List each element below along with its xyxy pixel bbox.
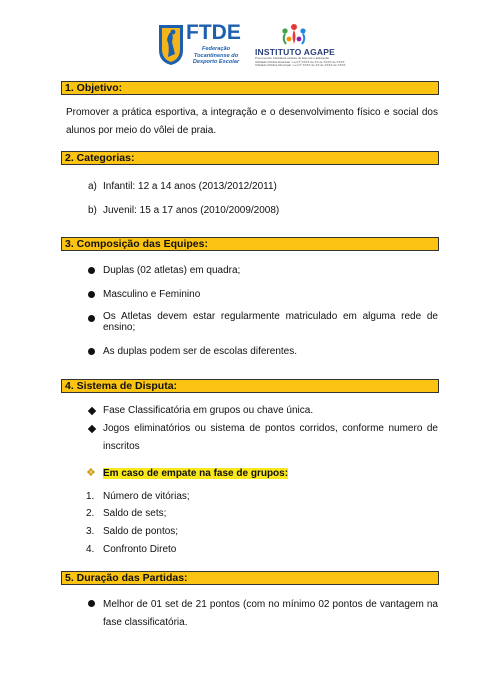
list-item-composicao: As duplas podem ser de escolas diferentes. (103, 346, 297, 357)
list-item-categoria: Infantil: 12 a 14 anos (2013/2012/2011) (103, 181, 277, 192)
bullet-icon (88, 600, 95, 607)
list-marker: b) (88, 205, 97, 216)
ftde-logo-subtitle: Federação Tocantinense do Desporto Escolar (192, 46, 240, 66)
agape-sub-line: Utilidade Pública Municipal - Lei Nº XXXX de XX de XXXX de XXXX (255, 63, 346, 68)
diamond-bullet-icon (88, 425, 96, 433)
list-item-criterio: Saldo de pontos; (103, 526, 179, 537)
section-title-sistema-disputa: 4. Sistema de Disputa: (61, 379, 439, 393)
list-item-composicao: Masculino e Feminino (103, 289, 201, 300)
agape-logo (255, 22, 346, 74)
ftde-logo (158, 22, 244, 74)
list-item-criterio: Confronto Direto (103, 544, 177, 555)
section-title-composicao: 3. Composição das Equipes: (61, 237, 439, 251)
agape-logo-word: INSTITUTO AGAPE (255, 47, 335, 57)
list-item-composicao: Os Atletas devem estar regularmente matriculado em alguma rede de ensino; (103, 311, 438, 333)
list-item-categoria: Juvenil: 15 a 17 anos (2010/2009/2008) (103, 205, 280, 216)
list-item-composicao: Duplas (02 atletas) em quadra; (103, 265, 241, 276)
bullet-icon (88, 348, 95, 355)
section-title-objetivo: 1. Objetivo: (61, 81, 439, 95)
diamond-bullet-icon (88, 407, 96, 415)
list-item-criterio: Saldo de sets; (103, 508, 167, 519)
list-item-disputa: Fase Classificatória em grupos ou chave única. (103, 405, 314, 416)
bullet-icon (88, 291, 95, 298)
ftde-logo-word: FTDE (186, 21, 241, 44)
bullet-icon (88, 315, 95, 322)
list-marker: 3. (86, 526, 95, 537)
objetivo-paragraph: Promover a prática esportiva, a integração e o desenvolvimento físico e social dos alunos por meio do vôlei de praia. (66, 107, 438, 136)
section-title-categorias: 2. Categorias: (61, 151, 439, 165)
list-marker: 1. (86, 491, 95, 502)
section-title-duracao: 5. Duração das Partidas: (61, 571, 439, 585)
list-marker: 4. (86, 544, 95, 555)
agape-sub-line: Utilidade Pública Estadual - Lei Nº XXXX de XX de XXXX de XXXX (255, 59, 345, 64)
clover-bullet-icon: ❖ (86, 467, 96, 479)
list-item-criterio: Número de vitórias; (103, 491, 190, 502)
list-item-disputa: Jogos eliminatórios ou sistema de pontos corridos, conforme numero de inscritos (103, 423, 438, 452)
tiebreak-heading-wrap (103, 467, 288, 480)
list-item-duracao: Melhor de 01 set de 21 pontos (com no mínimo 02 pontos de vantagem na fase classificatória. (103, 599, 438, 628)
agape-sub-line: Promovendo Cidadania através do Esporte e Educação (255, 56, 330, 60)
tiebreak-heading: Em caso de empate na fase de grupos: (103, 468, 289, 479)
ftde-shield-icon (158, 24, 184, 66)
agape-logo-subtitle (255, 56, 346, 68)
agape-people-icon (277, 22, 311, 48)
list-marker: a) (88, 181, 97, 192)
bullet-icon (88, 267, 95, 274)
list-marker: 2. (86, 508, 95, 519)
